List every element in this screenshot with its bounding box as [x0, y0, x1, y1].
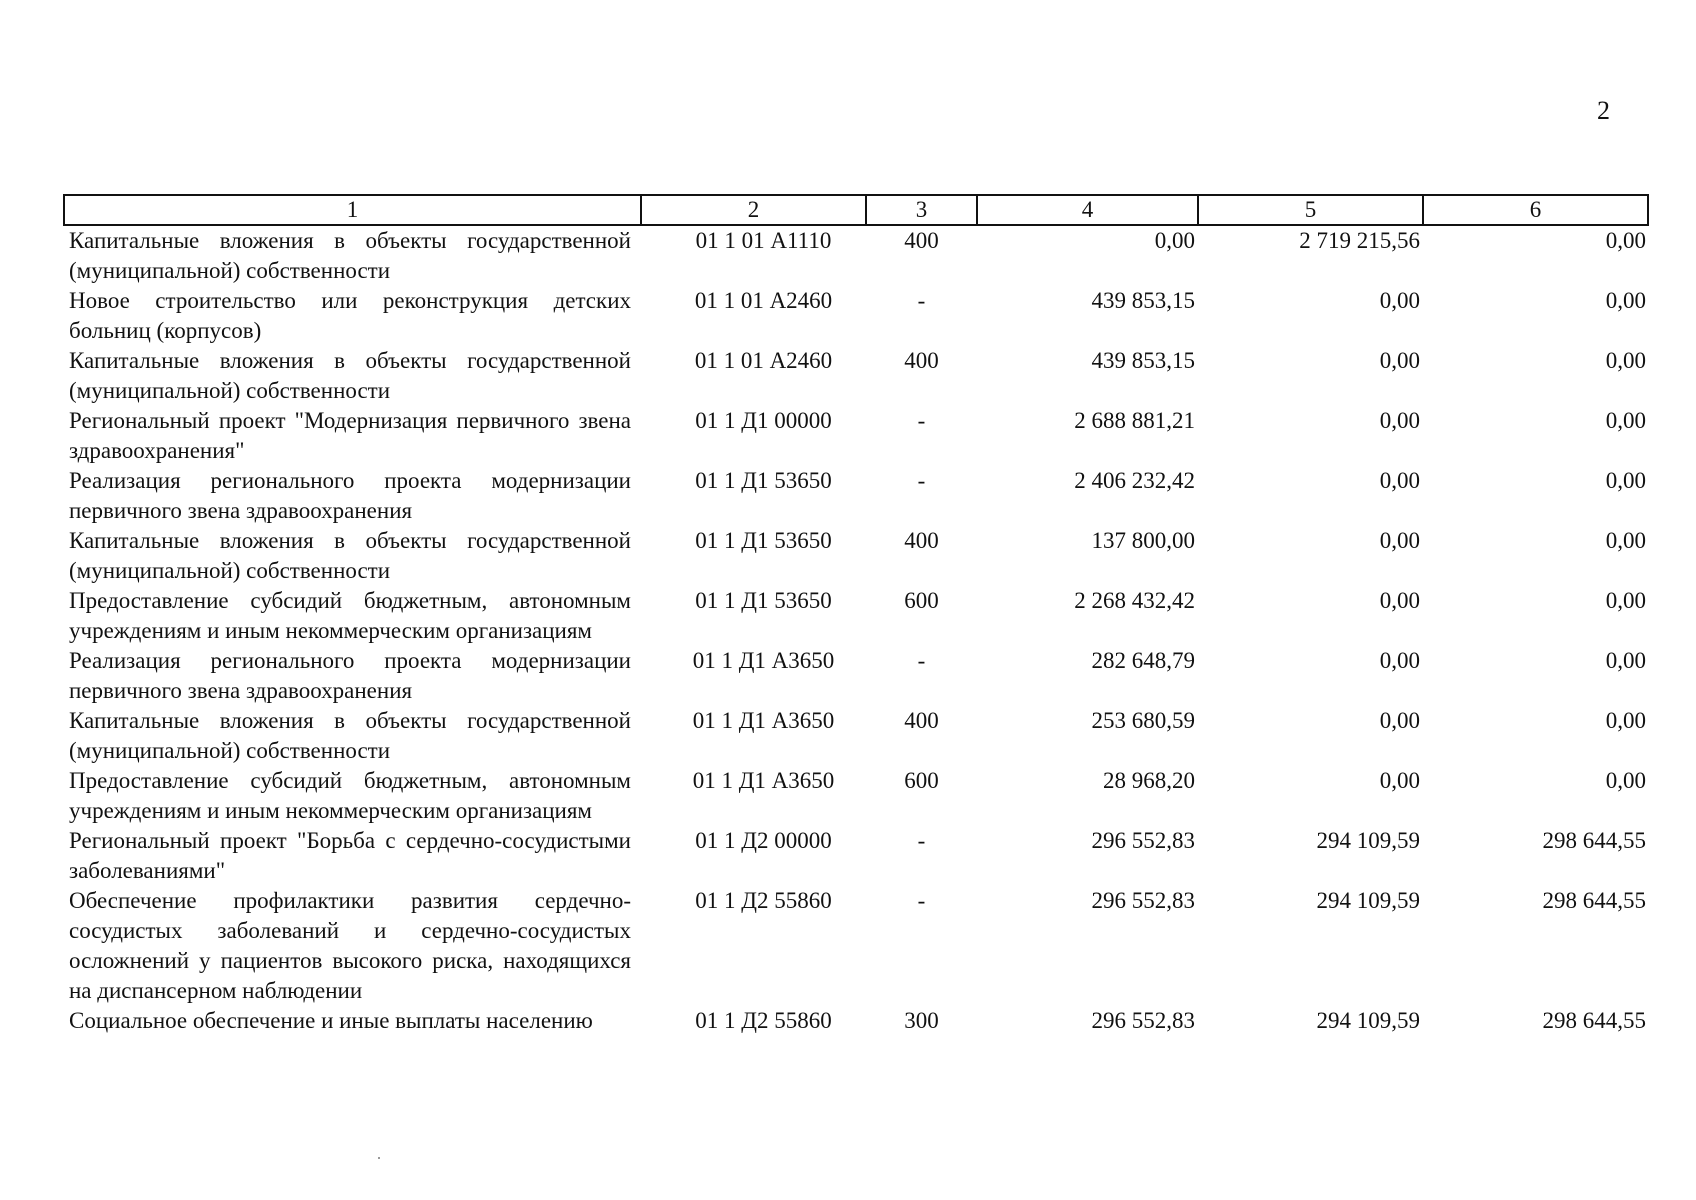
row-code: 01 1 Д2 55860: [695, 888, 832, 913]
row-name: Региональный проект "Борьба с сердечно-сосудистыми заболеваниями": [69, 828, 631, 883]
scan-speck: [378, 1157, 380, 1159]
row-value-4: 2 268 432,42: [1074, 588, 1195, 613]
row-code: 01 1 Д1 А3650: [692, 768, 835, 793]
row-name: Предоставление субсидий бюджетным, автономным учреждениям и иным некоммерческим организациям: [69, 768, 631, 823]
row-type: 400: [904, 228, 939, 253]
table-row: [64, 586, 1648, 646]
row-type: -: [917, 288, 926, 313]
row-value-5: 0,00: [1379, 528, 1420, 553]
row-name: Предоставление субсидий бюджетным, автономным учреждениям и иным некоммерческим организациям: [69, 588, 631, 643]
row-value-6: 0,00: [1605, 348, 1646, 373]
table-row: [64, 286, 1648, 346]
row-value-5: 294 109,59: [1316, 888, 1420, 913]
row-value-4: 0,00: [1154, 228, 1195, 253]
row-value-5: 0,00: [1379, 648, 1420, 673]
row-value-4: 253 680,59: [1091, 708, 1195, 733]
table-row: [64, 886, 1648, 1006]
row-code: 01 1 Д1 А3650: [692, 708, 835, 733]
column-header-3: 3: [866, 195, 977, 225]
row-code: 01 1 Д1 53650: [695, 468, 832, 493]
table-row: [64, 706, 1648, 766]
table-row: [64, 526, 1648, 586]
row-type: 600: [904, 768, 939, 793]
row-type: -: [917, 408, 926, 433]
table-row: [64, 766, 1648, 826]
row-value-4: 296 552,83: [1091, 1008, 1195, 1033]
row-value-4: 2 688 881,21: [1074, 408, 1195, 433]
row-value-6: 0,00: [1605, 528, 1646, 553]
row-code: 01 1 Д2 55860: [695, 1008, 832, 1033]
row-type: 400: [904, 348, 939, 373]
row-code: 01 1 Д1 53650: [695, 528, 832, 553]
row-value-6: 0,00: [1605, 588, 1646, 613]
row-name: Реализация регионального проекта модернизации первичного звена здравоохранения: [69, 468, 631, 523]
row-name: Социальное обеспечение и иные выплаты населению: [69, 1008, 593, 1033]
table-row: [64, 1006, 1648, 1036]
row-value-6: 298 644,55: [1542, 828, 1646, 853]
row-value-5: 0,00: [1379, 288, 1420, 313]
row-value-6: 0,00: [1605, 228, 1646, 253]
column-header-6: 6: [1423, 195, 1648, 225]
row-code: 01 1 Д1 00000: [695, 408, 832, 433]
table-row: [64, 225, 1648, 286]
table-row: [64, 466, 1648, 526]
row-value-4: 296 552,83: [1091, 888, 1195, 913]
table-row: [64, 646, 1648, 706]
table-row: [64, 406, 1648, 466]
row-name: Новое строительство или реконструкция детских больниц (корпусов): [69, 288, 631, 343]
budget-table: [63, 194, 1649, 1036]
row-value-5: 0,00: [1379, 768, 1420, 793]
row-type: 300: [904, 1008, 939, 1033]
row-value-6: 298 644,55: [1542, 1008, 1646, 1033]
table-row: [64, 346, 1648, 406]
row-value-4: 28 968,20: [1103, 768, 1195, 793]
row-value-6: 0,00: [1605, 468, 1646, 493]
column-header-4: 4: [977, 195, 1198, 225]
row-type: -: [917, 888, 926, 913]
row-value-5: 0,00: [1379, 468, 1420, 493]
row-value-5: 0,00: [1379, 348, 1420, 373]
row-value-6: 298 644,55: [1542, 888, 1646, 913]
row-type: -: [917, 648, 926, 673]
column-header-1: 1: [64, 195, 641, 225]
row-code: 01 1 01 А2460: [694, 348, 833, 373]
row-value-6: 0,00: [1605, 768, 1646, 793]
row-name: Капитальные вложения в объекты государственной (муниципальной) собственности: [69, 228, 631, 283]
row-type: 600: [904, 588, 939, 613]
row-value-5: 294 109,59: [1316, 828, 1420, 853]
row-value-5: 0,00: [1379, 708, 1420, 733]
row-value-6: 0,00: [1605, 648, 1646, 673]
row-value-5: 0,00: [1379, 588, 1420, 613]
row-value-4: 2 406 232,42: [1074, 468, 1195, 493]
row-value-4: 439 853,15: [1091, 348, 1195, 373]
row-value-5: 2 719 215,56: [1299, 228, 1420, 253]
row-name: Реализация регионального проекта модернизации первичного звена здравоохранения: [69, 648, 631, 703]
page-number: 2: [1597, 96, 1610, 125]
row-name: Капитальные вложения в объекты государственной (муниципальной) собственности: [69, 708, 631, 763]
row-value-5: 294 109,59: [1316, 1008, 1420, 1033]
row-value-4: 439 853,15: [1091, 288, 1195, 313]
row-code: 01 1 Д1 53650: [695, 588, 832, 613]
row-code: 01 1 Д1 А3650: [692, 648, 835, 673]
row-type: -: [917, 828, 926, 853]
row-value-4: 296 552,83: [1091, 828, 1195, 853]
row-type: 400: [904, 708, 939, 733]
row-name: Обеспечение профилактики развития сердечно-сосудистых заболеваний и сердечно-сосудистых осложнений у пациентов высокого риска, находящихся на диспансерном наблюдении: [69, 888, 631, 1003]
row-value-4: 137 800,00: [1091, 528, 1195, 553]
row-value-6: 0,00: [1605, 708, 1646, 733]
row-value-4: 282 648,79: [1091, 648, 1195, 673]
row-code: 01 1 01 А2460: [694, 288, 833, 313]
row-value-5: 0,00: [1379, 408, 1420, 433]
column-header-2: 2: [641, 195, 866, 225]
row-type: 400: [904, 528, 939, 553]
row-name: Региональный проект "Модернизация первичного звена здравоохранения": [69, 408, 631, 463]
row-code: 01 1 Д2 00000: [695, 828, 832, 853]
row-type: -: [917, 468, 926, 493]
row-name: Капитальные вложения в объекты государственной (муниципальной) собственности: [69, 348, 631, 403]
row-value-6: 0,00: [1605, 288, 1646, 313]
row-name: Капитальные вложения в объекты государственной (муниципальной) собственности: [69, 528, 631, 583]
column-header-5: 5: [1198, 195, 1423, 225]
row-code: 01 1 01 А1110: [695, 228, 832, 253]
row-value-6: 0,00: [1605, 408, 1646, 433]
header-row: [64, 195, 1648, 225]
table-row: [64, 826, 1648, 886]
